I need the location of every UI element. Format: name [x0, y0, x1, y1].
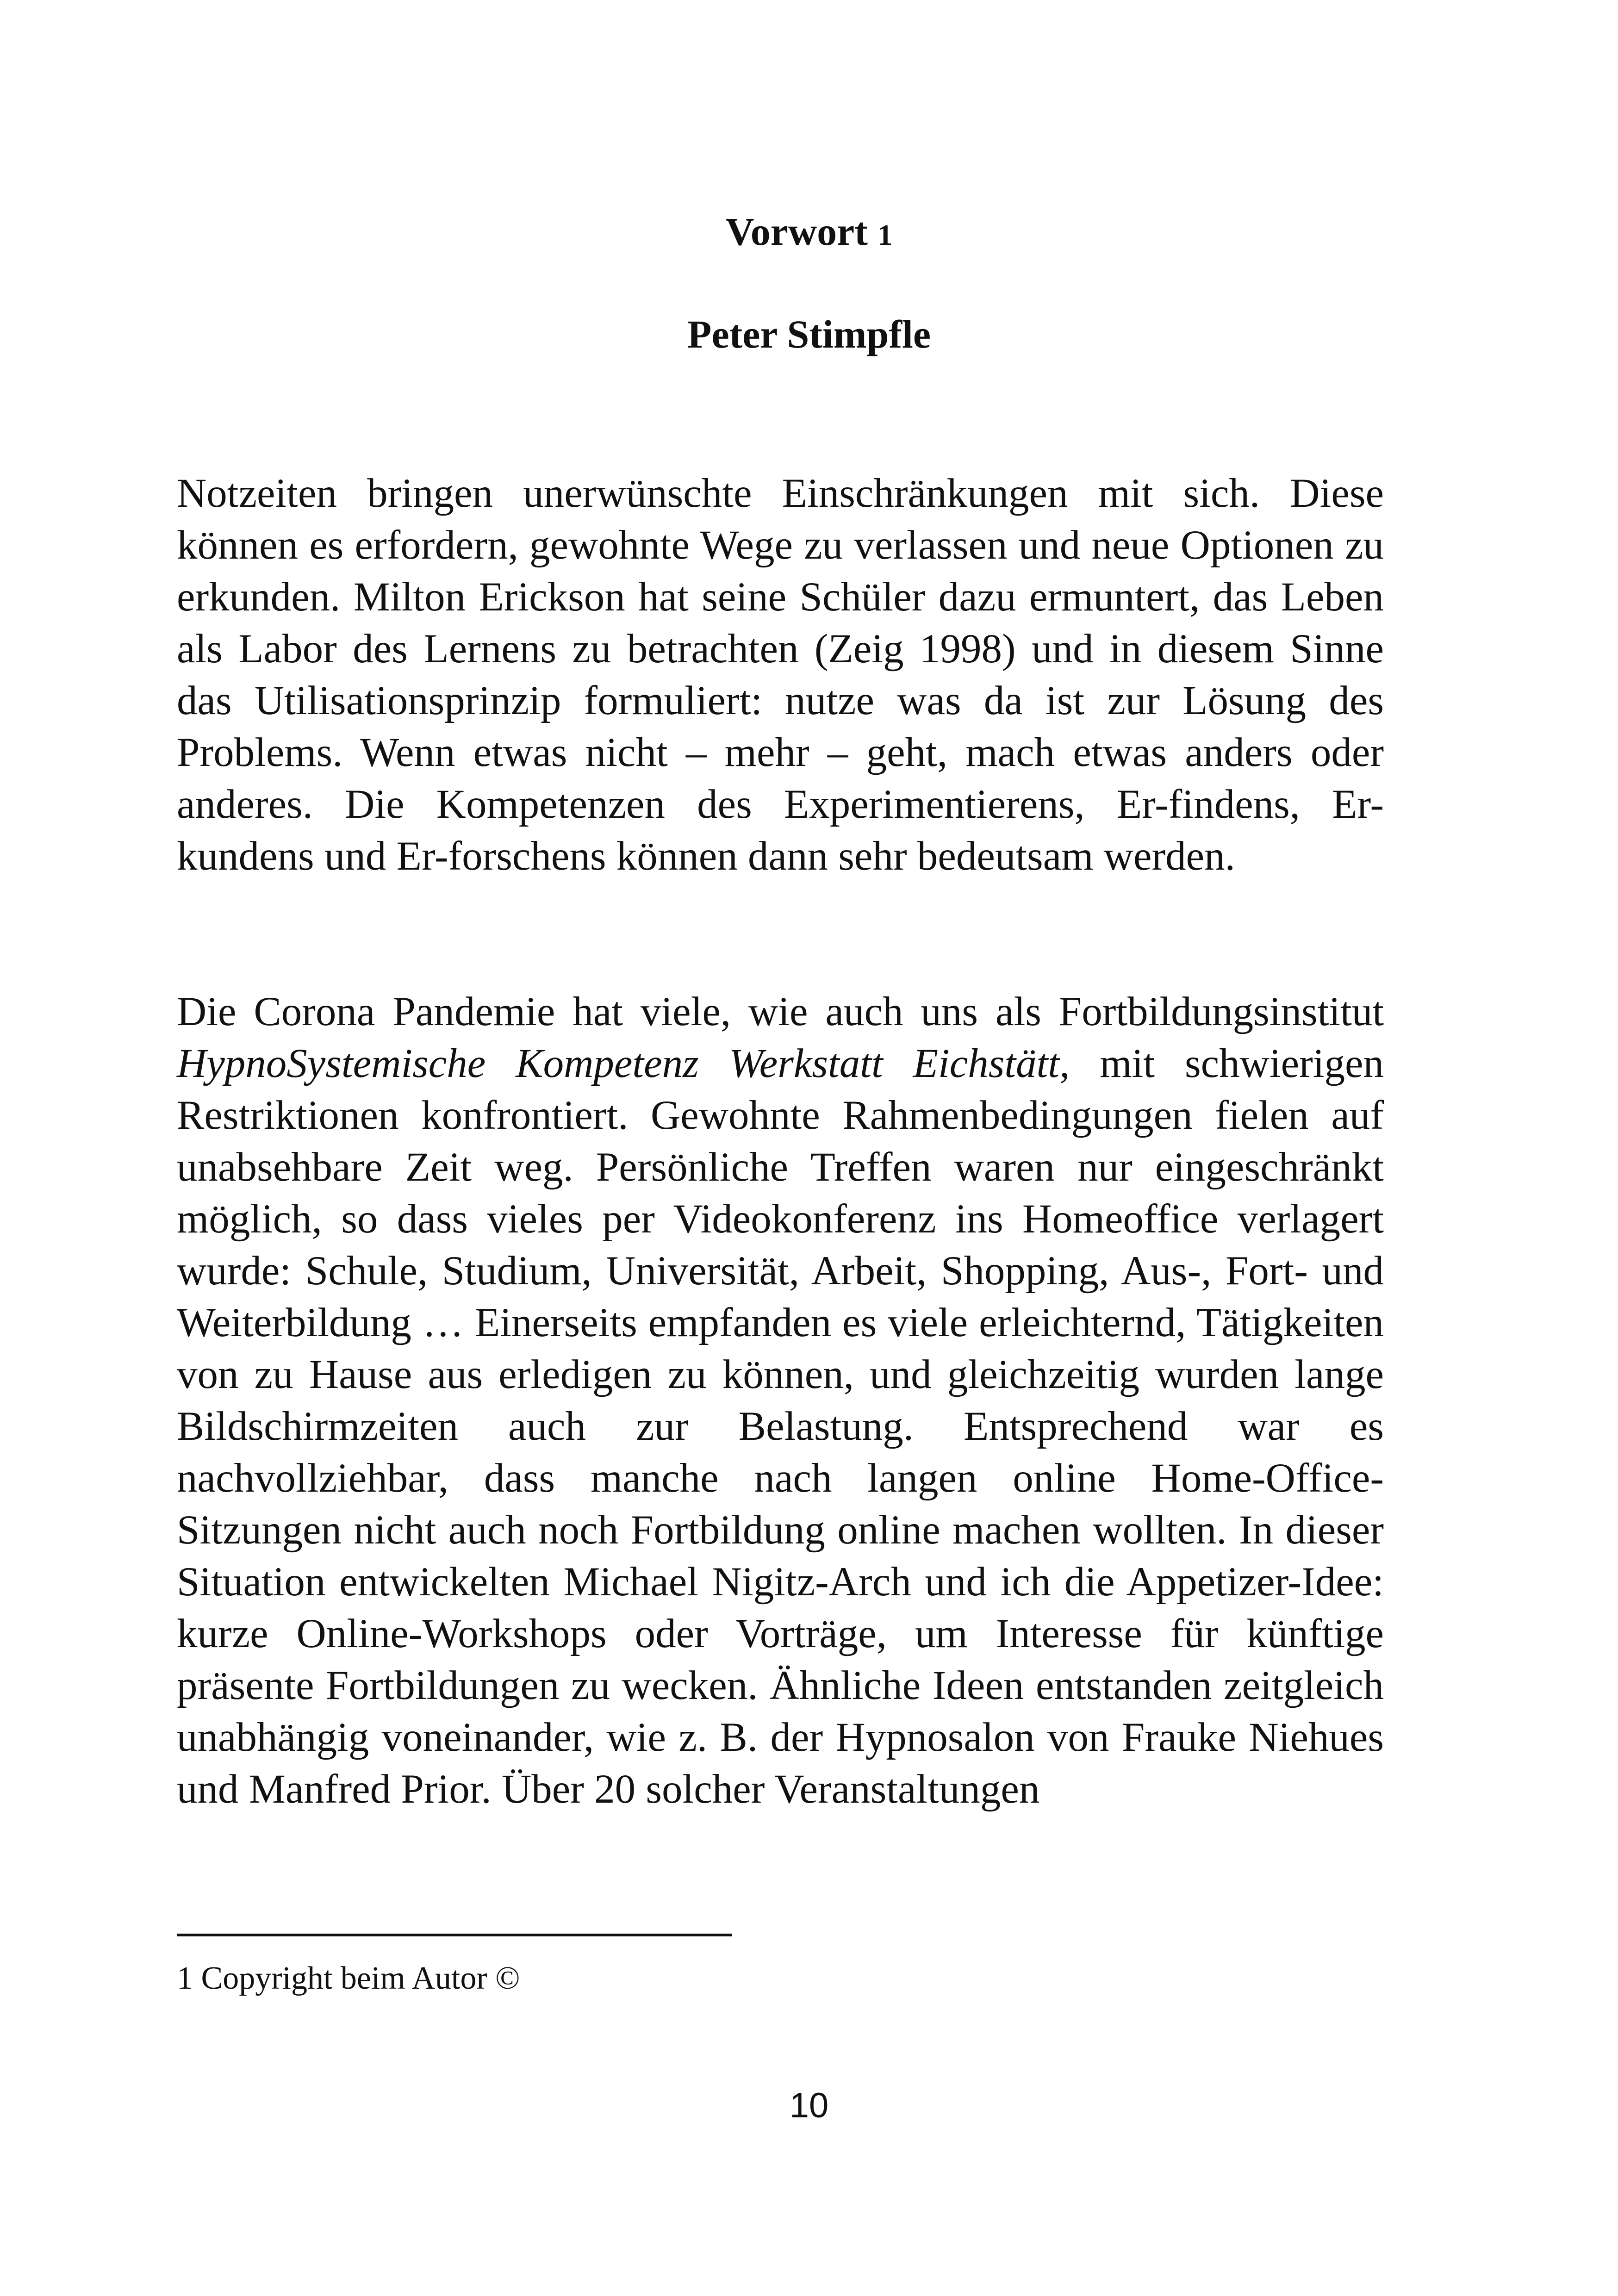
paragraph-2-intro: Die Corona Pandemie hat viele, wie auch uns als Fortbildungsinstitut — [177, 989, 1384, 1034]
author-name: Peter Stimpfle — [687, 312, 931, 356]
footnote: 1 Copyright beim Autor © — [177, 1960, 520, 1996]
footnote-divider — [177, 1934, 732, 1936]
paragraph-1: Notzeiten bringen unerwünschte Einschränkungen mit sich. Diese können es erfordern, gewohnte Wege zu verlassen und neue Optionen zu erkunden. Milton Erickson hat seine Schüler dazu ermuntert, das Leben als Labor des Lernens zu betrachten (Zeig 1998) und in diesem Sinne das Utilisationsprinzip formuliert: nutze was da ist zur Lösung des Problems. Wenn etwas nicht – mehr – geht, mach etwas anders oder anderes. Die Kompetenzen des Experimentierens, Er-findens, Er-kundens und Er-forschens können dann sehr bedeutsam werden. — [177, 471, 1384, 879]
footnote-marker: 1 — [877, 218, 893, 251]
institute-name: HypnoSystemische Kompetenz Werkstatt Eichstätt, — [177, 1041, 1070, 1086]
chapter-title — [0, 204, 1618, 263]
paragraph-2 — [177, 986, 1384, 1815]
page-number: 10 — [789, 2086, 829, 2125]
chapter-title-text: Vorwort — [725, 209, 868, 254]
paragraph-2-rest: mit schwierigen Restriktionen konfrontiert. Gewohnte Rahmenbedingungen fielen auf unabsehbare Zeit weg. Persönliche Treffen waren nur eingeschränkt möglich, so dass vieles per Videokonferenz ins Homeoffice verlagert wurde: Schule, Studium, Universität, Arbeit, Shopping, Aus-, Fort- und Weiterbildung … Einerseits empfanden es viele erleichternd, Tätigkeiten von zu Hause aus erledigen zu können, und gleichzeitig wurden lange Bildschirmzeiten auch zur Belastung. Entsprechend war es nachvollziehbar, dass manche nach langen online Home-Office-Sitzungen nicht auch noch Fortbildung online machen wollten. In dieser Situation entwickelten Michael Nigitz-Arch und ich die Appetizer-Idee: kurze Online-Workshops oder Vorträge, um Interesse für künftige präsente Fortbildungen zu wecken. Ähnliche Ideen entstanden zeitgleich unabhängig voneinander, wie z. B. der Hypnosalon von Frauke Niehues und Manfred Prior. Über 20 solcher Veranstaltungen — [177, 1041, 1384, 1812]
